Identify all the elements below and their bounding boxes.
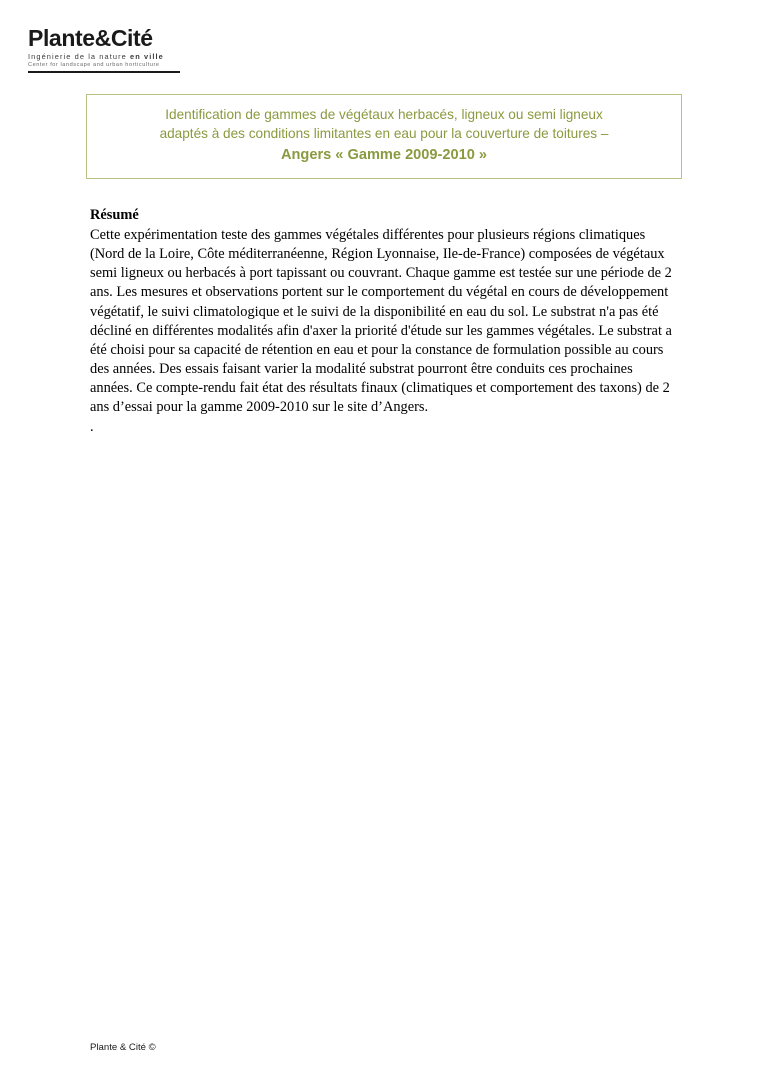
plante-et-cite-logo [28, 26, 228, 73]
abstract-section [90, 206, 676, 437]
abstract-body: Cette expérimentation teste des gammes végétales différentes pour plusieurs régions climatiques (Nord de la Loire, Côte méditerranéenne, Région Lyonnaise, Ile-de-France) composées de végétaux semi ligneux ou herbacés à port tapissant ou couvrant. Chaque gamme est testée sur une période de 2 ans. Les mesures et observations portent sur le comportement du végétal en cours de développement végétatif, le suivi climatologique et le suivi de la disponibilité en eau du sol. Le substrat n'a pas été décliné en différentes modalités afin d'axer la priorité d'étude sur les gammes végétales. Le substrat a été choisi pour sa capacité de rétention en eau et pour la constance de formulation possible au cours des années. Des essais faisant varier la modalité substrat pourront être conduits ces prochaines années. Ce compte-rendu fait état des résultats finaux (climatiques et comportement des taxons) de 2 ans d’essai pour la gamme 2009-2010 sur le site d’Angers. [90, 227, 676, 416]
logo-tagline-fr-normal: Ingénierie de la nature [28, 52, 131, 62]
abstract-trailing-mark: . [90, 418, 94, 435]
logo-wordmark-right: Cité [110, 25, 153, 51]
logo-underline-rule [28, 71, 180, 73]
abstract-heading: Résumé [90, 207, 139, 223]
logo-wordmark-left: Plante [28, 25, 95, 51]
title-line-3: Angers « Gamme 2009-2010 » [280, 146, 488, 163]
title-line-2: adaptés à des conditions limitantes en eau pour la couverture de toitures – [159, 126, 609, 142]
logo-wordmark [28, 26, 228, 50]
logo-tagline-en: Center for landscape and urban horticulture [28, 62, 160, 69]
logo-tagline-fr-bold: en ville [130, 52, 164, 62]
title-line-1: Identification de gammes de végétaux herbacés, ligneux ou semi ligneux [165, 107, 603, 122]
document-title-box [86, 94, 682, 179]
logo-tagline-fr [28, 52, 228, 61]
logo-ampersand: & [94, 25, 111, 51]
page-footer: Plante & Cité © [90, 1042, 156, 1053]
